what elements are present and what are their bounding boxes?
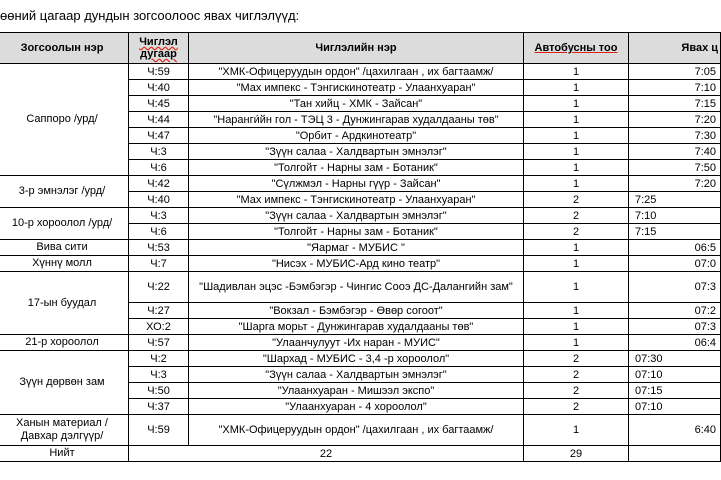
route-name: "Улаанхуаран - 4 хороолол" bbox=[189, 399, 524, 415]
route-name: "Шадивлан эцэс -Бэмбэгэр - Чингис Сооэ ДС-Далангийн зам" bbox=[189, 272, 524, 303]
bus-count: 2 bbox=[524, 192, 629, 208]
route-code: ХО:2 bbox=[129, 319, 189, 335]
bus-count: 1 bbox=[524, 144, 629, 160]
depart-time: 7:15 bbox=[629, 224, 721, 240]
depart-time: 7:10 bbox=[629, 208, 721, 224]
route-name: "Зүүн салаа - Халдвартын эмнэлэг" bbox=[189, 144, 524, 160]
route-name: "Яармаг - МУБИС " bbox=[189, 240, 524, 256]
route-code: Ч:7 bbox=[129, 256, 189, 272]
stop-cell: 17-ын буудал bbox=[0, 272, 129, 335]
route-code: Ч:59 bbox=[129, 64, 189, 80]
route-code: Ч:6 bbox=[129, 160, 189, 176]
route-code: Ч:6 bbox=[129, 224, 189, 240]
depart-time: 07:3 bbox=[629, 272, 721, 303]
bus-count: 1 bbox=[524, 176, 629, 192]
depart-time: 06:5 bbox=[629, 240, 721, 256]
route-code: Ч:57 bbox=[129, 335, 189, 351]
stop-cell: Хүннү молл bbox=[0, 256, 129, 272]
depart-time: 6:40 bbox=[629, 415, 721, 446]
route-name: "ХМК-Офицеруудын ордон" /цахилгаан , их багтаамж/ bbox=[189, 415, 524, 446]
route-name: "Толгойт - Нарны зам - Ботаник" bbox=[189, 224, 524, 240]
total-time-empty bbox=[629, 446, 721, 462]
table-row bbox=[0, 256, 721, 272]
route-code: Ч:27 bbox=[129, 303, 189, 319]
route-code: Ч:3 bbox=[129, 367, 189, 383]
route-code: Ч:2 bbox=[129, 351, 189, 367]
route-code: Ч:42 bbox=[129, 176, 189, 192]
bus-count: 1 bbox=[524, 272, 629, 303]
route-name: "Сүлжмэл - Нарны гүүр - Зайсан" bbox=[189, 176, 524, 192]
table-row bbox=[0, 272, 721, 303]
bus-count: 1 bbox=[524, 319, 629, 335]
table-row bbox=[0, 335, 721, 351]
header-row bbox=[0, 33, 721, 64]
total-label: Нийт bbox=[0, 446, 129, 462]
stop-cell: 10-р хороолол /урд/ bbox=[0, 208, 129, 240]
depart-time: 07:0 bbox=[629, 256, 721, 272]
stop-cell: Ханын материал /Давхар дэлгүүр/ bbox=[0, 415, 129, 446]
route-name: "Толгойт - Нарны зам - Ботаник" bbox=[189, 160, 524, 176]
depart-time: 7:25 bbox=[629, 192, 721, 208]
table-row bbox=[0, 64, 721, 80]
route-code: Ч:44 bbox=[129, 112, 189, 128]
depart-time: 7:10 bbox=[629, 80, 721, 96]
depart-time: 7:50 bbox=[629, 160, 721, 176]
bus-count: 1 bbox=[524, 240, 629, 256]
depart-time: 7:15 bbox=[629, 96, 721, 112]
route-code: Ч:47 bbox=[129, 128, 189, 144]
bus-count: 1 bbox=[524, 96, 629, 112]
stop-cell: Зүүн дөрвөн зам bbox=[0, 351, 129, 415]
route-code: Ч:40 bbox=[129, 80, 189, 96]
stop-cell: 21-р хороолол bbox=[0, 335, 129, 351]
bus-count: 1 bbox=[524, 128, 629, 144]
stop-cell: Вива сити bbox=[0, 240, 129, 256]
header-name: Чиглэлийн нэр bbox=[189, 33, 524, 64]
depart-time: 7:20 bbox=[629, 176, 721, 192]
route-name: "ХМК-Офицеруудын ордон" /цахилгаан , их багтаамж/ bbox=[189, 64, 524, 80]
bus-count: 1 bbox=[524, 80, 629, 96]
depart-time: 07:10 bbox=[629, 399, 721, 415]
depart-time: 7:05 bbox=[629, 64, 721, 80]
route-name: "Наранги́йн гол - ТЭЦ 3 - Дунжингарав худалдааны төв" bbox=[189, 112, 524, 128]
bus-count: 1 bbox=[524, 335, 629, 351]
route-name: "Шарга морьт - Дунжингарав худалдааны төв" bbox=[189, 319, 524, 335]
route-code: Ч:3 bbox=[129, 144, 189, 160]
route-name: "Улаанхуаран - Мишээл экспо" bbox=[189, 383, 524, 399]
route-name: "Тан хийц - ХМК - Зайсан" bbox=[189, 96, 524, 112]
route-code: Ч:59 bbox=[129, 415, 189, 446]
route-code: Ч:22 bbox=[129, 272, 189, 303]
bus-count: 2 bbox=[524, 351, 629, 367]
depart-time: 06:4 bbox=[629, 335, 721, 351]
route-name: "Шархад - МУБИС - 3,4 -р хороолол" bbox=[189, 351, 524, 367]
route-name: "Мах импекс - Тэнгискинотеатр - Улаанхуаран" bbox=[189, 80, 524, 96]
depart-time: 07:30 bbox=[629, 351, 721, 367]
table-row bbox=[0, 176, 721, 192]
departure-table bbox=[0, 32, 721, 462]
total-row bbox=[0, 446, 721, 462]
bus-count: 2 bbox=[524, 383, 629, 399]
route-name: "Орбит - Ардкинотеатр" bbox=[189, 128, 524, 144]
route-code: Ч:53 bbox=[129, 240, 189, 256]
table-row bbox=[0, 240, 721, 256]
bus-count: 2 bbox=[524, 224, 629, 240]
route-name: "Вокзал - Бэмбэгэр - Өвөр согоот" bbox=[189, 303, 524, 319]
bus-count: 1 bbox=[524, 112, 629, 128]
bus-count: 1 bbox=[524, 303, 629, 319]
depart-time: 7:30 bbox=[629, 128, 721, 144]
bus-count: 2 bbox=[524, 399, 629, 415]
depart-time: 7:20 bbox=[629, 112, 721, 128]
table-row bbox=[0, 208, 721, 224]
route-code: Ч:45 bbox=[129, 96, 189, 112]
route-name: "Зүүн салаа - Халдвартын эмнэлэг" bbox=[189, 208, 524, 224]
route-name: "Зүүн салаа - Халдвартын эмнэлэг" bbox=[189, 367, 524, 383]
stop-cell: 3-р эмнэлэг /урд/ bbox=[0, 176, 129, 208]
header-time: Явах ц bbox=[629, 33, 721, 64]
header-stop: Зогсоолын нэр bbox=[0, 33, 129, 64]
route-name: "Нисэх - МУБИС-Ард кино театр" bbox=[189, 256, 524, 272]
route-code: Ч:50 bbox=[129, 383, 189, 399]
header-count: Автобусны тоо bbox=[524, 33, 629, 64]
depart-time: 07:10 bbox=[629, 367, 721, 383]
depart-time: 07:15 bbox=[629, 383, 721, 399]
stop-cell: Саппоро /урд/ bbox=[0, 64, 129, 176]
depart-time: 07:3 bbox=[629, 319, 721, 335]
route-code: Ч:3 bbox=[129, 208, 189, 224]
total-routes: 22 bbox=[129, 446, 524, 462]
bus-count: 1 bbox=[524, 160, 629, 176]
depart-time: 07:2 bbox=[629, 303, 721, 319]
table-row bbox=[0, 415, 721, 446]
route-name: "Улаанчулуут -Их наран - МУИС" bbox=[189, 335, 524, 351]
table-row bbox=[0, 351, 721, 367]
route-code: Ч:40 bbox=[129, 192, 189, 208]
bus-count: 1 bbox=[524, 256, 629, 272]
bus-count: 2 bbox=[524, 367, 629, 383]
depart-time: 7:40 bbox=[629, 144, 721, 160]
header-code: Чиглэл дугаар bbox=[129, 33, 189, 64]
bus-count: 2 bbox=[524, 208, 629, 224]
bus-count: 1 bbox=[524, 415, 629, 446]
bus-count: 1 bbox=[524, 64, 629, 80]
route-name: "Мах импекс - Тэнгискинотеатр - Улаанхуаран" bbox=[189, 192, 524, 208]
route-code: Ч:37 bbox=[129, 399, 189, 415]
table-caption: өөний цагаар дундын зогсоолоос явах чиглэлүүд: bbox=[0, 8, 300, 23]
total-buses: 29 bbox=[524, 446, 629, 462]
